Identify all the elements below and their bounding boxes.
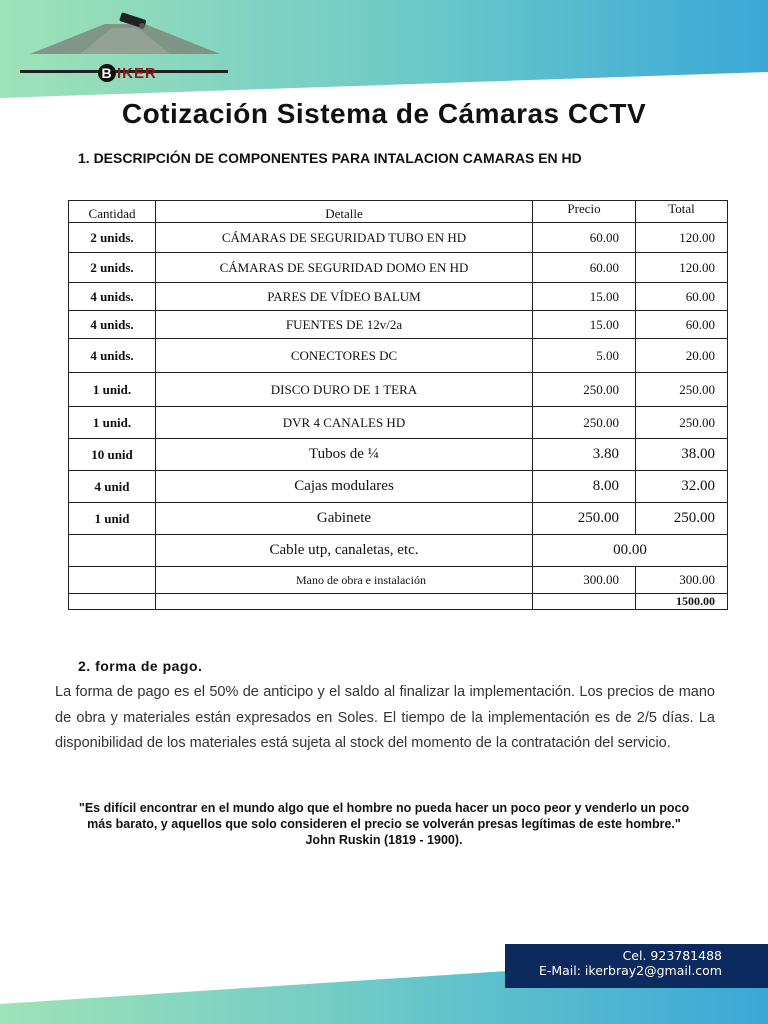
page-title: Cotización Sistema de Cámaras CCTV	[121, 98, 647, 129]
row-price: 60.00	[533, 253, 636, 283]
table-row-cable	[69, 535, 728, 567]
section-heading-components: 1. DESCRIPCIÓN DE COMPONENTES PARA INTALACION CAMARAS EN HD	[78, 150, 582, 166]
table-header-row	[69, 201, 728, 223]
row-detail: CÁMARAS DE SEGURIDAD TUBO EN HD	[156, 223, 533, 253]
header-total: Total	[636, 201, 728, 223]
ruskin-quote	[40, 800, 728, 848]
table-row	[69, 407, 728, 439]
header-cantidad: Cantidad	[69, 201, 156, 223]
row-total: 38.00	[636, 439, 728, 471]
row-price: 15.00	[533, 283, 636, 311]
row-total: 120.00	[636, 223, 728, 253]
row-empty	[156, 594, 533, 610]
row-detail: Gabinete	[156, 503, 533, 535]
row-quantity: 1 unid	[69, 503, 156, 535]
row-detail: Cable utp, canaletas, etc.	[156, 535, 533, 567]
row-quantity-empty	[69, 535, 156, 567]
row-detail: DVR 4 CANALES HD	[156, 407, 533, 439]
table-row	[69, 439, 728, 471]
row-amount: 00.00	[533, 535, 728, 567]
row-quantity: 4 unid	[69, 471, 156, 503]
row-quantity: 10 unid	[69, 439, 156, 471]
row-total: 20.00	[636, 339, 728, 373]
row-detail: PARES DE VÍDEO BALUM	[156, 283, 533, 311]
table-row	[69, 471, 728, 503]
row-quantity: 4 unids.	[69, 311, 156, 339]
row-total: 250.00	[636, 407, 728, 439]
table-row	[69, 339, 728, 373]
quote-author: John Ruskin (1819 - 1900).	[305, 833, 463, 847]
row-quantity: 1 unid.	[69, 407, 156, 439]
row-total: 60.00	[636, 283, 728, 311]
row-price: 3.80	[533, 439, 636, 471]
table-row	[69, 503, 728, 535]
row-total: 250.00	[636, 373, 728, 407]
table-body	[69, 223, 728, 610]
company-logo	[20, 12, 230, 82]
row-price: 250.00	[533, 373, 636, 407]
row-quantity: 4 unids.	[69, 283, 156, 311]
row-price: 300.00	[533, 567, 636, 594]
row-detail: CÁMARAS DE SEGURIDAD DOMO EN HD	[156, 253, 533, 283]
table-row-grand-total	[69, 594, 728, 610]
row-detail: CONECTORES DC	[156, 339, 533, 373]
row-total: 300.00	[636, 567, 728, 594]
quote-table	[68, 200, 728, 610]
row-detail: Mano de obra e instalación	[156, 567, 533, 594]
row-detail: Tubos de ¼	[156, 439, 533, 471]
table-row	[69, 253, 728, 283]
row-detail: DISCO DURO DE 1 TERA	[156, 373, 533, 407]
row-detail: Cajas modulares	[156, 471, 533, 503]
quote-line-1: "Es difícil encontrar en el mundo algo que el hombre no pueda hacer un poco peor y venderlo un poco	[78, 801, 690, 815]
row-price: 5.00	[533, 339, 636, 373]
row-quantity: 1 unid.	[69, 373, 156, 407]
row-empty	[69, 594, 156, 610]
row-quantity-empty	[69, 567, 156, 594]
table-row	[69, 311, 728, 339]
contact-email: E-Mail: ikerbray2@gmail.com	[538, 963, 722, 978]
row-total: 60.00	[636, 311, 728, 339]
logo-wordmark: B IKER	[98, 64, 157, 82]
section-heading-payment: 2. forma de pago.	[78, 658, 203, 674]
row-price: 250.00	[533, 407, 636, 439]
header-detalle: Detalle	[156, 201, 533, 223]
quote-line-2: más barato, y aquellos que solo consideren el precio se volverán presas legítimas de este hombre."	[87, 817, 681, 831]
grand-total: 1500.00	[636, 594, 728, 610]
row-empty	[533, 594, 636, 610]
contact-phone: Cel. 923781488	[622, 948, 722, 963]
row-quantity: 4 unids.	[69, 339, 156, 373]
row-price: 250.00	[533, 503, 636, 535]
contact-box	[505, 944, 768, 988]
row-total: 32.00	[636, 471, 728, 503]
row-quantity: 2 unids.	[69, 253, 156, 283]
table-row	[69, 373, 728, 407]
table-row	[69, 283, 728, 311]
row-total: 250.00	[636, 503, 728, 535]
camera-logo-icon	[20, 12, 230, 72]
row-total: 120.00	[636, 253, 728, 283]
row-price: 8.00	[533, 471, 636, 503]
row-detail: FUENTES DE 12v/2a	[156, 311, 533, 339]
header-precio: Precio	[533, 201, 636, 223]
row-quantity: 2 unids.	[69, 223, 156, 253]
table-row-labor	[69, 567, 728, 594]
row-price: 15.00	[533, 311, 636, 339]
payment-paragraph: La forma de pago es el 50% de anticipo y el saldo al finalizar la implementación. Los precios de mano de obra y materiales están expresados en Soles. El tiempo de la implementación es de 2/5 días. La disponibilidad de los materiales está sujeta al stock del momento de la contratación del servicio.	[55, 684, 715, 751]
table-row	[69, 223, 728, 253]
row-price: 60.00	[533, 223, 636, 253]
